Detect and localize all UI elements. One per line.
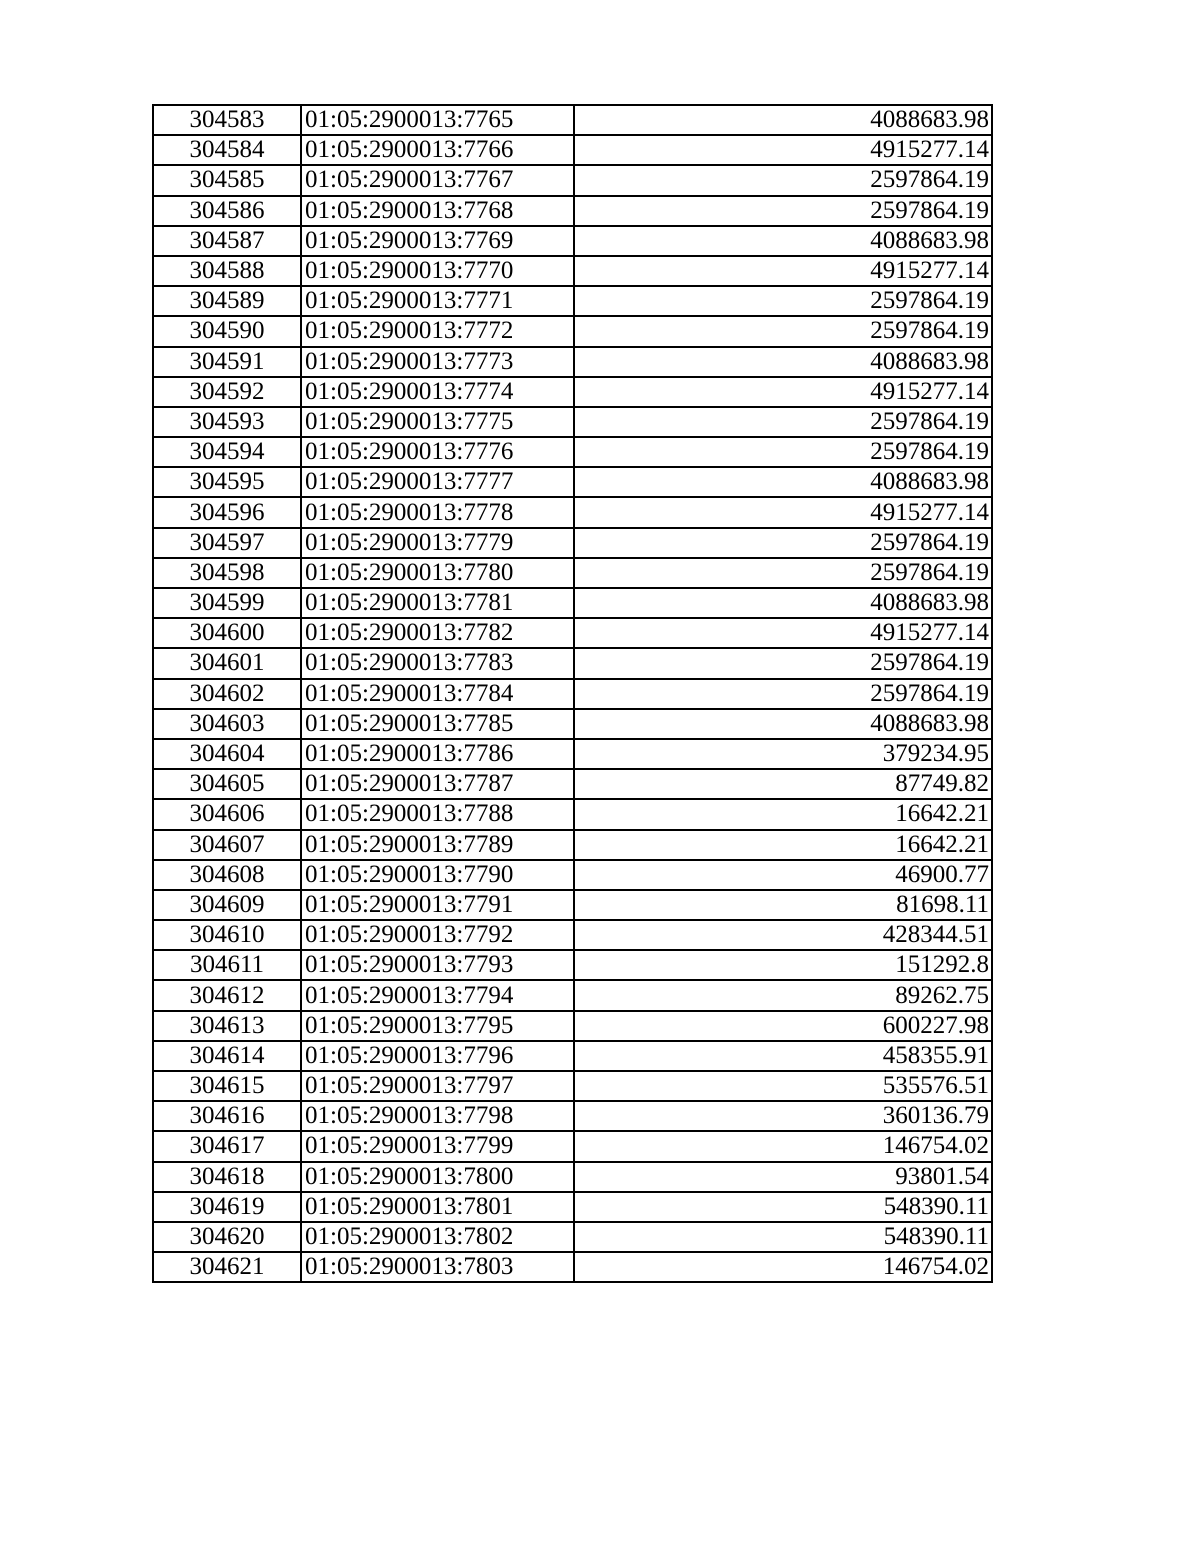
table-row [153,135,992,165]
row-amount-cell: 2597864.19 [574,437,992,467]
row-amount-cell: 4088683.98 [574,347,992,377]
table-row [153,1131,992,1161]
row-amount-cell: 16642.21 [574,799,992,829]
row-code-cell: 01:05:2900013:7778 [301,497,574,527]
table-row [153,1192,992,1222]
row-code-cell: 01:05:2900013:7769 [301,226,574,256]
table-row [153,618,992,648]
row-code-cell: 01:05:2900013:7780 [301,558,574,588]
row-code-cell: 01:05:2900013:7774 [301,377,574,407]
table-row [153,890,992,920]
row-amount-cell: 4088683.98 [574,105,992,135]
row-amount-cell: 2597864.19 [574,316,992,346]
row-id-cell: 304586 [153,196,301,226]
row-code-cell: 01:05:2900013:7782 [301,618,574,648]
row-id-cell: 304612 [153,980,301,1010]
row-amount-cell: 2597864.19 [574,407,992,437]
row-code-cell: 01:05:2900013:7786 [301,739,574,769]
row-amount-cell: 2597864.19 [574,286,992,316]
table-row [153,1011,992,1041]
table-row [153,980,992,1010]
row-code-cell: 01:05:2900013:7789 [301,830,574,860]
row-id-cell: 304615 [153,1071,301,1101]
row-id-cell: 304600 [153,618,301,648]
row-id-cell: 304611 [153,950,301,980]
row-id-cell: 304608 [153,860,301,890]
row-code-cell: 01:05:2900013:7777 [301,467,574,497]
row-id-cell: 304603 [153,709,301,739]
row-code-cell: 01:05:2900013:7776 [301,437,574,467]
row-code-cell: 01:05:2900013:7788 [301,799,574,829]
row-amount-cell: 87749.82 [574,769,992,799]
table-row [153,920,992,950]
table-row [153,1101,992,1131]
row-amount-cell: 81698.11 [574,890,992,920]
table-row [153,528,992,558]
row-amount-cell: 46900.77 [574,860,992,890]
row-amount-cell: 4915277.14 [574,256,992,286]
row-id-cell: 304583 [153,105,301,135]
table-row [153,558,992,588]
table-row [153,739,992,769]
row-code-cell: 01:05:2900013:7797 [301,1071,574,1101]
table-row [153,799,992,829]
row-id-cell: 304606 [153,799,301,829]
row-code-cell: 01:05:2900013:7802 [301,1222,574,1252]
table-row [153,165,992,195]
row-id-cell: 304618 [153,1162,301,1192]
row-amount-cell: 2597864.19 [574,528,992,558]
row-amount-cell: 379234.95 [574,739,992,769]
row-amount-cell: 600227.98 [574,1011,992,1041]
row-amount-cell: 151292.8 [574,950,992,980]
row-code-cell: 01:05:2900013:7783 [301,648,574,678]
table-row [153,950,992,980]
row-code-cell: 01:05:2900013:7773 [301,347,574,377]
row-id-cell: 304599 [153,588,301,618]
row-id-cell: 304605 [153,769,301,799]
table-row [153,347,992,377]
row-code-cell: 01:05:2900013:7768 [301,196,574,226]
row-code-cell: 01:05:2900013:7765 [301,105,574,135]
row-code-cell: 01:05:2900013:7792 [301,920,574,950]
row-id-cell: 304593 [153,407,301,437]
row-id-cell: 304616 [153,1101,301,1131]
table-row [153,497,992,527]
table-row [153,679,992,709]
row-id-cell: 304601 [153,648,301,678]
row-amount-cell: 535576.51 [574,1071,992,1101]
row-code-cell: 01:05:2900013:7790 [301,860,574,890]
row-id-cell: 304621 [153,1252,301,1282]
row-amount-cell: 4088683.98 [574,588,992,618]
row-amount-cell: 4915277.14 [574,377,992,407]
row-amount-cell: 146754.02 [574,1252,992,1282]
table-row [153,316,992,346]
row-code-cell: 01:05:2900013:7781 [301,588,574,618]
row-id-cell: 304620 [153,1222,301,1252]
table-row [153,860,992,890]
row-amount-cell: 4915277.14 [574,618,992,648]
data-table [152,104,993,1283]
table-row [153,226,992,256]
table-row [153,769,992,799]
row-id-cell: 304607 [153,830,301,860]
row-code-cell: 01:05:2900013:7770 [301,256,574,286]
table-row [153,830,992,860]
table-row [153,256,992,286]
row-code-cell: 01:05:2900013:7798 [301,1101,574,1131]
row-id-cell: 304587 [153,226,301,256]
row-code-cell: 01:05:2900013:7779 [301,528,574,558]
row-id-cell: 304585 [153,165,301,195]
table-row [153,1222,992,1252]
row-id-cell: 304602 [153,679,301,709]
row-amount-cell: 428344.51 [574,920,992,950]
row-code-cell: 01:05:2900013:7767 [301,165,574,195]
row-id-cell: 304610 [153,920,301,950]
row-amount-cell: 458355.91 [574,1041,992,1071]
row-code-cell: 01:05:2900013:7796 [301,1041,574,1071]
row-id-cell: 304592 [153,377,301,407]
row-id-cell: 304594 [153,437,301,467]
table-row [153,105,992,135]
row-code-cell: 01:05:2900013:7785 [301,709,574,739]
table-row [153,286,992,316]
row-id-cell: 304597 [153,528,301,558]
row-id-cell: 304613 [153,1011,301,1041]
row-id-cell: 304617 [153,1131,301,1161]
row-code-cell: 01:05:2900013:7793 [301,950,574,980]
row-code-cell: 01:05:2900013:7800 [301,1162,574,1192]
row-code-cell: 01:05:2900013:7791 [301,890,574,920]
table-row [153,709,992,739]
table-row [153,588,992,618]
table-row [153,1041,992,1071]
row-code-cell: 01:05:2900013:7801 [301,1192,574,1222]
row-id-cell: 304589 [153,286,301,316]
table-row [153,1252,992,1282]
row-code-cell: 01:05:2900013:7787 [301,769,574,799]
row-id-cell: 304598 [153,558,301,588]
row-code-cell: 01:05:2900013:7766 [301,135,574,165]
row-code-cell: 01:05:2900013:7803 [301,1252,574,1282]
row-code-cell: 01:05:2900013:7771 [301,286,574,316]
row-amount-cell: 548390.11 [574,1192,992,1222]
row-amount-cell: 4088683.98 [574,709,992,739]
row-id-cell: 304591 [153,347,301,377]
row-id-cell: 304619 [153,1192,301,1222]
row-id-cell: 304590 [153,316,301,346]
row-amount-cell: 93801.54 [574,1162,992,1192]
table-row [153,1071,992,1101]
table-row [153,407,992,437]
row-id-cell: 304584 [153,135,301,165]
table-row [153,648,992,678]
row-amount-cell: 146754.02 [574,1131,992,1161]
row-code-cell: 01:05:2900013:7795 [301,1011,574,1041]
row-code-cell: 01:05:2900013:7799 [301,1131,574,1161]
row-amount-cell: 548390.11 [574,1222,992,1252]
row-code-cell: 01:05:2900013:7784 [301,679,574,709]
table-row [153,1162,992,1192]
table-row [153,467,992,497]
row-id-cell: 304595 [153,467,301,497]
table-row [153,377,992,407]
row-amount-cell: 2597864.19 [574,648,992,678]
row-amount-cell: 360136.79 [574,1101,992,1131]
row-id-cell: 304588 [153,256,301,286]
row-id-cell: 304596 [153,497,301,527]
row-amount-cell: 2597864.19 [574,165,992,195]
row-id-cell: 304609 [153,890,301,920]
row-amount-cell: 2597864.19 [574,558,992,588]
row-code-cell: 01:05:2900013:7794 [301,980,574,1010]
row-id-cell: 304604 [153,739,301,769]
row-amount-cell: 4088683.98 [574,226,992,256]
row-amount-cell: 4088683.98 [574,467,992,497]
row-id-cell: 304614 [153,1041,301,1071]
row-code-cell: 01:05:2900013:7772 [301,316,574,346]
row-amount-cell: 2597864.19 [574,679,992,709]
row-amount-cell: 4915277.14 [574,135,992,165]
table-body [153,105,992,1282]
row-code-cell: 01:05:2900013:7775 [301,407,574,437]
row-amount-cell: 4915277.14 [574,497,992,527]
table-row [153,196,992,226]
row-amount-cell: 16642.21 [574,830,992,860]
table-row [153,437,992,467]
row-amount-cell: 2597864.19 [574,196,992,226]
row-amount-cell: 89262.75 [574,980,992,1010]
